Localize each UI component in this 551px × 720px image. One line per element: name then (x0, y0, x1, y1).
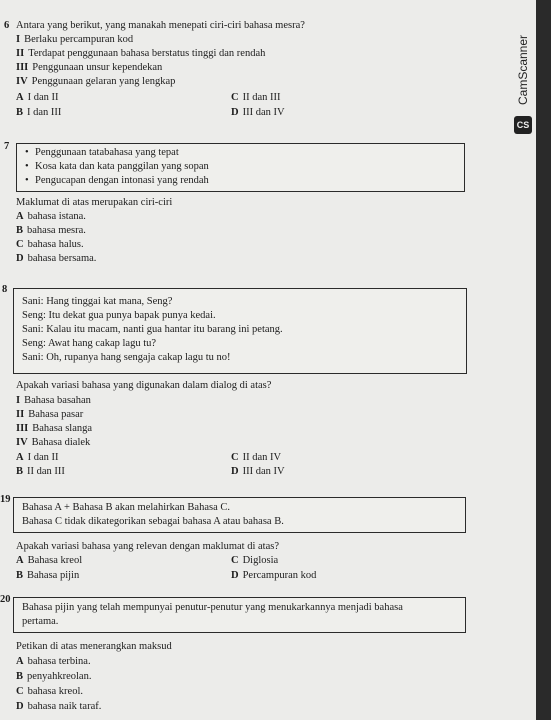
bullet-item: • Penggunaan tatabahasa yang tepat (25, 147, 179, 158)
answer-option-a[interactable]: A bahasa terbina. (16, 656, 91, 667)
dialog-line: Seng: Itu dekat gua punya bapak punya kedai. (22, 310, 216, 321)
question-number: 20 (0, 594, 11, 605)
answer-option-c[interactable]: C Diglosia (231, 555, 279, 566)
question-number: 6 (4, 20, 10, 31)
info-line: Bahasa A + Bahasa B akan melahirkan Bahasa C. (22, 502, 230, 513)
camscanner-watermark (513, 34, 533, 152)
answer-option-c[interactable]: C bahasa halus. (16, 239, 84, 250)
answer-option-b[interactable]: B penyahkreolan. (16, 671, 92, 682)
answer-option-a[interactable]: A Bahasa kreol (16, 555, 83, 566)
info-line: Bahasa pijin yang telah mempunyai penutur-penutur yang menukarkannya menjadi bahasa (22, 602, 403, 613)
dialog-line: Sani: Oh, rupanya hang sengaja cakap lagu tu no! (22, 352, 231, 363)
answer-option-c[interactable]: C bahasa kreol. (16, 686, 83, 697)
answer-option-d[interactable]: D bahasa bersama. (16, 253, 97, 264)
dialog-box (13, 288, 467, 374)
statement-item: III Bahasa slanga (16, 423, 93, 434)
info-line: pertama. (22, 616, 59, 627)
question-number: 7 (4, 141, 10, 152)
question-stem: Apakah variasi bahasa yang relevan dengan maklumat di atas? (16, 541, 279, 552)
statement-item: I Berlaku percampuran kod (16, 34, 134, 45)
answer-option-b[interactable]: B bahasa mesra. (16, 225, 86, 236)
answer-option-b[interactable]: B Bahasa pijin (16, 570, 80, 581)
question-stem: Petikan di atas menerangkan maksud (16, 641, 172, 652)
bullet-item: • Kosa kata dan kata panggilan yang sopan (25, 161, 209, 172)
answer-option-d[interactable]: D III dan IV (231, 107, 285, 118)
statement-item: IV Bahasa dialek (16, 437, 91, 448)
statement-item: I Bahasa basahan (16, 395, 91, 406)
answer-option-d[interactable]: D Percampuran kod (231, 570, 317, 581)
statement-item: III Penggunaan unsur kependekan (16, 62, 163, 73)
statement-item: IV Penggunaan gelaran yang lengkap (16, 76, 176, 87)
camscanner-wordmark: CamScanner (516, 34, 530, 105)
dialog-line: Seng: Awat hang cakap lagu tu? (22, 338, 157, 349)
answer-option-a[interactable]: A I dan II (16, 452, 59, 463)
question-stem: Apakah variasi bahasa yang digunakan dalam dialog di atas? (16, 380, 272, 391)
answer-option-b[interactable]: B II dan III (16, 466, 65, 477)
info-box (13, 497, 466, 533)
question-number: 8 (2, 284, 8, 295)
statement-item: II Terdapat penggunaan bahasa berstatus tinggi dan rendah (16, 48, 266, 59)
question-stem: Maklumat di atas merupakan ciri-ciri (16, 197, 173, 208)
bullet-item: • Pengucapan dengan intonasi yang rendah (25, 175, 209, 186)
answer-option-b[interactable]: B I dan III (16, 107, 62, 118)
info-box (13, 597, 466, 633)
dialog-line: Sani: Hang tinggai kat mana, Seng? (22, 296, 173, 307)
camscanner-logo: CS (514, 116, 532, 134)
question-number: 19 (0, 494, 11, 505)
answer-option-d[interactable]: D bahasa naik taraf. (16, 701, 102, 712)
statement-item: II Bahasa pasar (16, 409, 84, 420)
dialog-line: Sani: Kalau itu macam, nanti gua hantar itu barang ini petang. (22, 324, 283, 335)
answer-option-a[interactable]: A bahasa istana. (16, 211, 86, 222)
answer-option-d[interactable]: D III dan IV (231, 466, 285, 477)
answer-option-a[interactable]: A I dan II (16, 92, 59, 103)
info-line: Bahasa C tidak dikategorikan sebagai bahasa A atau bahasa B. (22, 516, 284, 527)
answer-option-c[interactable]: C II dan III (231, 92, 281, 103)
question-stem: Antara yang berikut, yang manakah menepati ciri-ciri bahasa mesra? (16, 20, 305, 31)
answer-option-c[interactable]: C II dan IV (231, 452, 282, 463)
info-box (16, 143, 465, 192)
